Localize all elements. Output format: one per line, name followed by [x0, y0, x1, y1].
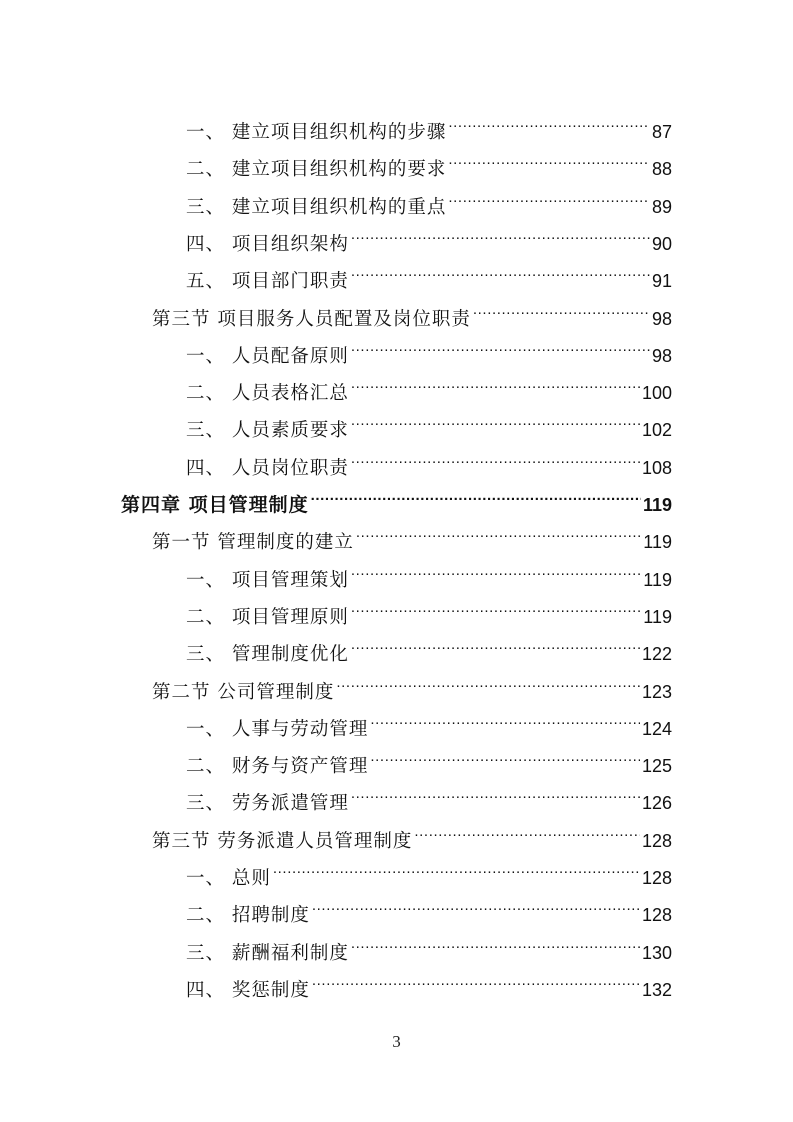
toc-subsection-entry[interactable] [186, 698, 672, 740]
toc-dot-leader [312, 884, 640, 921]
toc-entry-page-number: 124 [641, 718, 672, 739]
toc-dot-leader [351, 362, 640, 399]
toc-subsection-entry[interactable] [186, 176, 672, 218]
toc-dot-leader [351, 325, 650, 362]
toc-dot-leader [448, 138, 650, 175]
toc-section-entry[interactable] [152, 661, 672, 703]
toc-subsection-entry[interactable] [186, 884, 672, 927]
toc-entry-page-number: 123 [641, 681, 672, 702]
toc-dot-leader [351, 623, 640, 660]
toc-section-entry[interactable] [152, 810, 672, 852]
toc-dot-leader [351, 399, 640, 436]
toc-entry-label: 二、 人员表格汇总 [186, 383, 349, 405]
toc-entry-page-number: 90 [651, 233, 672, 254]
toc-entry-label: 一、 项目管理策划 [186, 569, 349, 591]
toc-entry-page-number: 98 [651, 308, 672, 329]
toc-subsection-entry[interactable] [186, 101, 672, 143]
toc-subsection-entry[interactable] [186, 250, 672, 293]
toc-dot-leader [351, 250, 650, 287]
toc-subsection-entry[interactable] [186, 549, 672, 591]
toc-entry-page-number: 89 [651, 196, 672, 217]
toc-subsection-entry[interactable] [186, 735, 672, 778]
toc-entry-page-number: 102 [641, 420, 672, 441]
toc-dot-leader [448, 101, 650, 138]
toc-entry-page-number: 122 [641, 644, 672, 665]
toc-entry-page-number: 119 [643, 606, 672, 627]
toc-entry-label: 三、 建立项目组织机构的重点 [186, 196, 447, 218]
toc-entry-label: 四、 奖惩制度 [186, 979, 310, 1001]
toc-subsection-entry[interactable] [186, 399, 672, 442]
toc-dot-leader [336, 661, 640, 698]
toc-dot-leader [356, 511, 641, 548]
toc-subsection-entry[interactable] [186, 213, 672, 255]
toc-subsection-entry[interactable] [186, 362, 672, 405]
toc-section-entry[interactable] [152, 288, 672, 330]
toc-entry-page-number: 128 [641, 868, 672, 888]
toc-subsection-entry[interactable] [186, 623, 672, 666]
toc-entry-page-number: 100 [641, 383, 672, 404]
toc-entry-page-number: 119 [642, 495, 672, 515]
toc-entry-page-number: 98 [651, 345, 672, 366]
toc-entry-label: 一、 总则 [186, 868, 271, 889]
toc-entry-page-number: 125 [641, 756, 672, 777]
toc-entry-label: 五、 项目部门职责 [186, 271, 349, 293]
page-number: 3 [392, 1032, 401, 1051]
toc-entry-label: 二、 建立项目组织机构的要求 [186, 159, 447, 181]
toc-entry-label: 三、 薪酬福利制度 [186, 942, 349, 964]
toc-entry-page-number: 128 [641, 905, 672, 926]
toc-entry-page-number: 91 [651, 271, 672, 292]
toc-entry-label: 二、 招聘制度 [186, 905, 310, 927]
toc-dot-leader [448, 176, 650, 213]
toc-entry-label: 三、 人员素质要求 [186, 420, 349, 442]
toc-dot-leader [351, 772, 640, 809]
toc-entry-label: 一、 建立项目组织机构的步骤 [186, 122, 447, 143]
toc-entry-page-number: 128 [641, 830, 672, 851]
toc-subsection-entry[interactable] [186, 922, 672, 964]
toc-dot-leader [351, 549, 641, 586]
toc-entry-label: 二、 项目管理原则 [186, 606, 349, 628]
toc-entry-page-number: 119 [643, 569, 672, 590]
toc-dot-leader [351, 213, 650, 250]
toc-entry-page-number: 119 [643, 532, 672, 553]
toc-subsection-entry[interactable] [186, 325, 672, 367]
toc-entry-page-number: 88 [651, 159, 672, 180]
toc-dot-leader [273, 847, 640, 884]
toc-dot-leader [311, 474, 641, 511]
toc-entry-label: 三、 管理制度优化 [186, 644, 349, 666]
toc-entry-page-number: 126 [641, 793, 672, 814]
toc-entry-label: 一、 人员配备原则 [186, 345, 349, 367]
toc-chapter-entry[interactable] [121, 474, 672, 516]
toc-subsection-entry[interactable] [186, 772, 672, 815]
toc-dot-leader [351, 437, 640, 474]
toc-entry-label: 四、 人员岗位职责 [186, 457, 349, 479]
toc-entry-label: 三、 劳务派遣管理 [186, 793, 349, 815]
toc-dot-leader [351, 922, 640, 959]
toc-dot-leader [473, 288, 650, 325]
toc-subsection-entry[interactable] [186, 437, 672, 479]
toc-entry-page-number: 108 [641, 457, 672, 478]
toc-dot-leader [312, 959, 640, 996]
toc-entry-label: 第一节 管理制度的建立 [152, 532, 354, 554]
toc-dot-leader [414, 810, 640, 847]
toc-subsection-entry[interactable] [186, 959, 672, 1001]
toc-entry-label: 一、 人事与劳动管理 [186, 718, 369, 740]
toc-entry-label: 第三节 项目服务人员配置及岗位职责 [152, 308, 471, 330]
toc-entry-label: 二、 财务与资产管理 [186, 756, 369, 778]
toc-entry-label: 第三节 劳务派遣人员管理制度 [152, 830, 413, 852]
toc-entry-label: 四、 项目组织架构 [186, 233, 349, 255]
toc-dot-leader [351, 586, 641, 623]
toc-subsection-entry[interactable] [186, 138, 672, 181]
toc-section-entry[interactable] [152, 511, 672, 554]
toc-dot-leader [370, 698, 640, 735]
toc-subsection-entry[interactable] [186, 847, 672, 889]
toc-dot-leader [370, 735, 640, 772]
toc-entry-label: 第二节 公司管理制度 [152, 681, 335, 703]
toc-entry-page-number: 87 [651, 122, 672, 142]
toc-entry-page-number: 130 [641, 942, 672, 963]
toc-entry-label: 第四章 项目管理制度 [121, 494, 309, 516]
toc-subsection-entry[interactable] [186, 586, 672, 628]
toc-entry-page-number: 132 [641, 979, 672, 1000]
